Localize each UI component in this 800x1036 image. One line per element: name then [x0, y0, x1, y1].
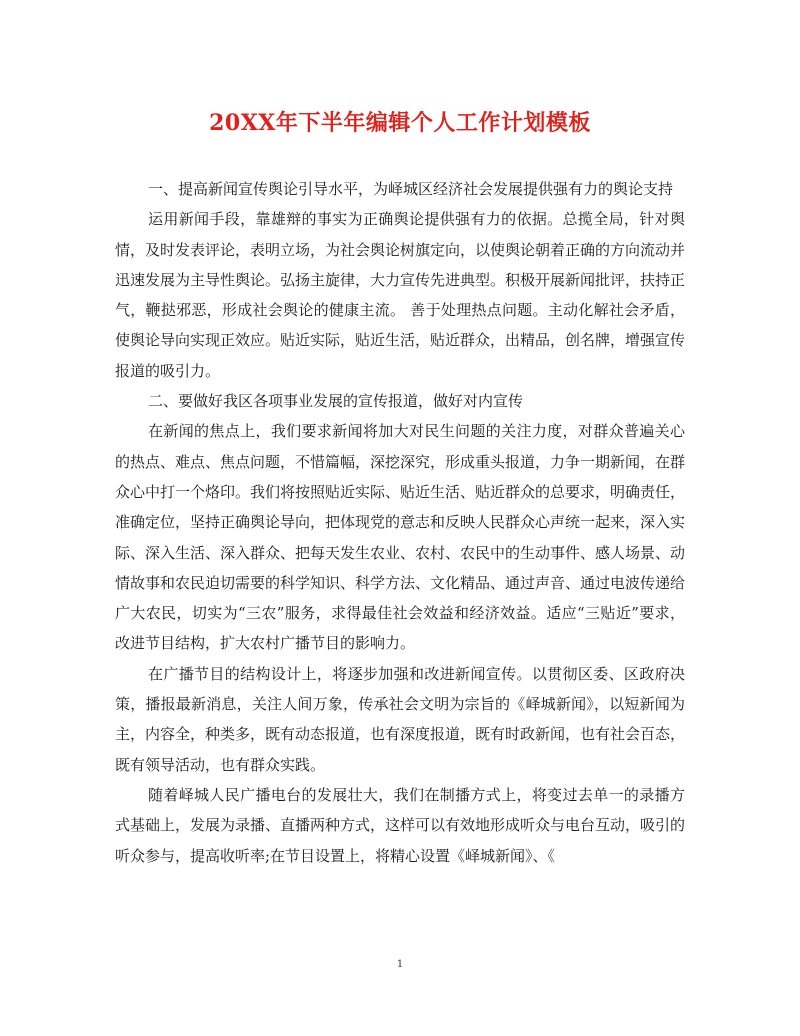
page-number: 1: [396, 959, 404, 970]
section-heading-2: 二、要做好我区各项事业发展的宣传报道，做好对内宣传: [148, 392, 524, 411]
paragraph-4: 随着峄城人民广播电台的发展壮大，我们在制播方式上，将变过去单一的录播方式基础上，发展为录播、直播两种方式，这样可以有效地形成听众与电台互动，吸引的听众参与，提高收听率;在节目设置上，将精心设置《峄城新闻》、《: [115, 785, 686, 865]
document-body: [115, 174, 685, 871]
paragraph-2: 在新闻的焦点上，我们要求新闻将加大对民生问题的关注力度，对群众普遍关心的热点、难点、焦点问题，不惜篇幅，深挖深究，形成重头报道，力争一期新闻，在群众心中打一个烙印。我们将按照贴近实际、贴近生活、贴近群众的总要求，明确责任，准确定位，坚持正确舆论导向，把体现党的意志和反映人民群众心声统一起来，深入实际、深入生活、深入群众、把每天发生农业、农村、农民中的生动事件、感人场景、动情故事和农民迫切需要的科学知识、科学方法、文化精品、通过声音、通过电波传递给广大农民，切实为“三农”服务，求得最佳社会效益和经济效益。适应“三贴近”要求，改进节目结构，扩大农村广播节目的影响力。: [115, 422, 686, 653]
paragraph-3: 在广播节目的结构设计上，将逐步加强和改进新闻宣传。以贯彻区委、区政府决策，播报最新消息，关注人间万象，传承社会文明为宗旨的《峄城新闻》，以短新闻为主，内容全，种类多，既有动态报道，也有深度报道，既有时政新闻，也有社会百态，既有领导活动，也有群众实践。: [115, 664, 686, 774]
document-title: 20XX年下半年编辑个人工作计划模板: [209, 110, 591, 136]
paragraph-1: 运用新闻手段，靠雄辩的事实为正确舆论提供强有力的依据。总揽全局，针对舆情，及时发表评论，表明立场，为社会舆论树旗定向，以使舆论朝着正确的方向流动并迅速发展为主导性舆论。弘扬主旋律，大力宣传先进典型。积极开展新闻批评，扶持正气，鞭挞邪恶，形成社会舆论的健康主流。 善于处理热点问题。主动化解社会矛盾，使舆论导向实现正效应。贴近实际，贴近生活，贴近群众，出精品，创名牌，增强宣传报道的吸引力。: [115, 210, 686, 380]
section-heading-1: 一、提高新闻宣传舆论引导水平，为峄城区经济社会发展提供强有力的舆论支持: [148, 180, 674, 198]
